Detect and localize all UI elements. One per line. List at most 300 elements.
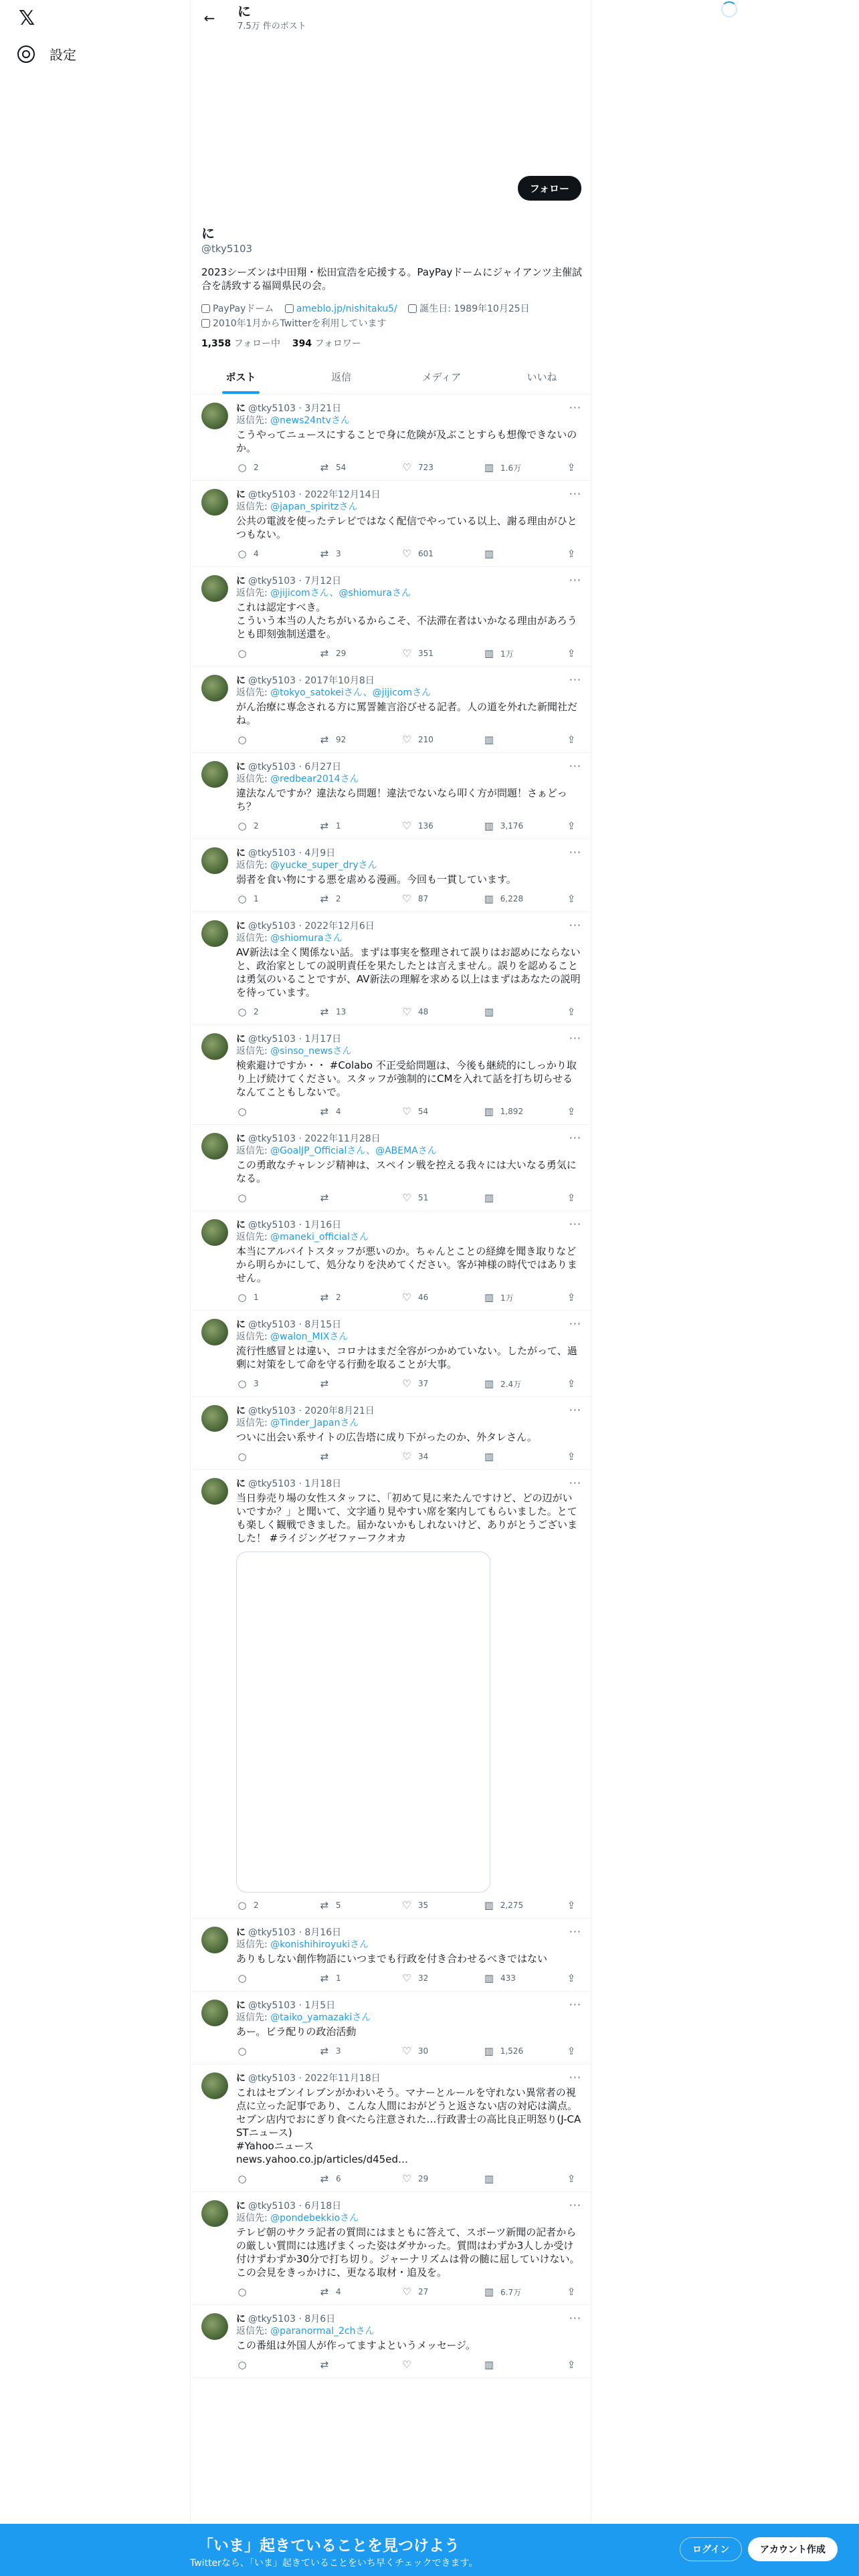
calendar-icon [201, 319, 210, 328]
views-button[interactable] [483, 1378, 523, 1390]
retweet-button[interactable] [318, 548, 359, 560]
tweet-date[interactable]: 7月12日 [304, 576, 342, 586]
like-count: 27 [418, 2287, 429, 2296]
share-button[interactable] [565, 461, 577, 473]
views-button[interactable] [483, 2173, 523, 2185]
more-options-icon[interactable]: ··· [569, 1477, 581, 1489]
retweet-button[interactable] [318, 1192, 359, 1204]
reply-mention[interactable]: @pondebekkioさん [270, 2213, 359, 2224]
views-button[interactable] [483, 1451, 523, 1463]
retweet-icon: ⇄ [320, 1451, 329, 1463]
tweet-header [236, 1319, 581, 1331]
tweet-dot: · [296, 1319, 305, 1330]
loading-spinner-icon [721, 1, 737, 17]
retweet-button[interactable] [318, 2286, 359, 2298]
tweet-date[interactable]: 1月5日 [304, 2000, 336, 2011]
reply-icon: ○ [237, 1105, 247, 1117]
reply-mention[interactable]: @yucke_super_dryさん [270, 860, 377, 871]
reply-button[interactable] [236, 1378, 276, 1390]
avatar[interactable] [201, 675, 228, 702]
reply-mention[interactable]: @jijicomさん、@shiomuraさん [270, 588, 411, 599]
tweet-dot: · [296, 675, 305, 686]
tweet[interactable] [191, 839, 591, 912]
tweet-media[interactable] [236, 1551, 490, 1893]
bar-chart-icon: ▥ [484, 1378, 494, 1390]
retweet-button[interactable] [318, 1972, 359, 1984]
reply-mention[interactable]: @GoalJP_Officialさん、@ABEMAさん [270, 1146, 437, 1156]
reply-icon: ○ [237, 734, 247, 746]
tweet[interactable] [191, 1992, 591, 2064]
tweet-author-handle[interactable]: @tky5103 [248, 848, 296, 859]
reply-prefix: 返信先: [236, 860, 268, 871]
tweet-actions [236, 2359, 577, 2371]
reply-mention[interactable]: @redbear2014さん [270, 774, 359, 784]
more-options-icon[interactable]: ··· [569, 919, 581, 932]
tweet-text: AV新法は全く関係ない話。まずは事実を整理されて誤りはお認めにならないと、政治家としての説明責任を果たしたとは言えません。誤りを認めることは勇気のいることですが、AV新法の理解を求める以上はまずはあなたの説明を待っています。 [236, 946, 581, 998]
share-button[interactable] [565, 2173, 577, 2185]
tweet-author-handle[interactable]: @tky5103 [248, 2314, 296, 2325]
views-button[interactable] [483, 734, 523, 746]
avatar[interactable] [201, 575, 228, 602]
followers-count: 394 [292, 338, 312, 349]
avatar[interactable] [201, 2200, 228, 2227]
tweet[interactable] [191, 1470, 591, 1919]
tweet[interactable] [191, 481, 591, 567]
profile-website-link[interactable]: ameblo.jp/nishitaku5/ [296, 304, 397, 314]
tab-media[interactable]: メディア [421, 370, 462, 383]
tweet-author-name[interactable]: に [236, 1406, 246, 1416]
tweet-date[interactable]: 2022年12月6日 [304, 921, 375, 932]
tweet-actions [236, 2173, 577, 2185]
tweet-author-handle[interactable]: @tky5103 [248, 1927, 296, 1938]
views-button[interactable] [483, 1899, 523, 1911]
avatar[interactable] [201, 1927, 228, 1953]
reply-button[interactable] [236, 893, 276, 905]
tweet[interactable] [191, 2064, 591, 2192]
tweet-text: ついに出会い系サイトの広告塔に成り下がったのか、外タレさん。 [236, 1431, 537, 1443]
share-button[interactable] [565, 1291, 577, 1303]
views-button[interactable] [483, 1105, 523, 1117]
tweet-author-handle[interactable]: @tky5103 [248, 2201, 296, 2212]
tweet-author-name[interactable]: に [236, 1927, 246, 1938]
tweet-author-name[interactable]: に [236, 2073, 246, 2084]
login-button[interactable]: ログイン [680, 2537, 742, 2561]
like-button[interactable] [401, 1899, 441, 1911]
retweet-count: 3 [335, 2046, 341, 2056]
tweet-dot: · [296, 576, 305, 586]
retweet-button[interactable] [318, 1105, 359, 1117]
retweet-button[interactable] [318, 1291, 359, 1303]
avatar[interactable] [201, 847, 228, 874]
like-button[interactable] [401, 1192, 441, 1204]
reply-mention[interactable]: @japan_spiritzさん [270, 502, 358, 512]
avatar[interactable] [201, 920, 228, 947]
tweet-author-name[interactable]: に [236, 576, 246, 586]
tweet-author-handle[interactable]: @tky5103 [248, 576, 296, 586]
tweet-text: これはセブンイレブンがかわいそう。マナーとルールを守れない異常者の視点に立った記事であり、こんな人間におがどうと返さない店の対応は満点。 セブン店内でおにぎり食べたら注意された…行政書士の高比良正明怒り(J-CASTニュース) #Yahooニュース news.yahoo.co.jp/articles/d45ed… [236, 2086, 581, 2165]
tweet-author-name[interactable]: に [236, 2000, 246, 2011]
reply-mention[interactable]: @tokyo_satokeiさん、@jijicomさん [270, 687, 432, 698]
tweet-reply-to [236, 501, 581, 513]
reply-mention[interactable]: @paranormal_2chさん [270, 2326, 375, 2337]
tweet-dot: · [296, 762, 305, 772]
share-button[interactable] [565, 734, 577, 746]
reply-button[interactable] [236, 548, 276, 560]
share-button[interactable] [565, 1899, 577, 1911]
more-options-icon[interactable]: ··· [569, 1404, 581, 1416]
reply-button[interactable] [236, 647, 276, 659]
tab-likes[interactable]: いいね [527, 370, 557, 383]
more-options-icon[interactable]: ··· [569, 574, 581, 586]
share-button[interactable] [565, 1378, 577, 1390]
tweet-date[interactable]: 2017年10月8日 [304, 675, 375, 686]
tweet-author-name[interactable]: に [236, 1319, 246, 1330]
tweet[interactable] [191, 567, 591, 667]
tweet[interactable] [191, 2192, 591, 2305]
like-button[interactable] [401, 820, 441, 832]
signup-button[interactable]: アカウント作成 [748, 2537, 838, 2561]
share-button[interactable] [565, 1972, 577, 1984]
reply-button[interactable] [236, 1192, 276, 1204]
tweet-author-handle[interactable]: @tky5103 [248, 1034, 296, 1045]
share-button[interactable] [565, 1105, 577, 1117]
share-button[interactable] [565, 1192, 577, 1204]
tweet-date[interactable]: 2022年12月14日 [304, 490, 381, 500]
reply-mention[interactable]: @maneki_officialさん [270, 1232, 369, 1243]
avatar[interactable] [201, 1319, 228, 1346]
retweet-button[interactable] [318, 1006, 359, 1018]
retweet-button[interactable] [318, 820, 359, 832]
retweet-count: 5 [335, 1901, 341, 1910]
share-icon: ⇪ [567, 2359, 576, 2371]
like-button[interactable] [401, 647, 441, 659]
share-button[interactable] [565, 1451, 577, 1463]
tweet-date[interactable]: 8月6日 [304, 2314, 336, 2325]
tweet-actions [236, 1105, 577, 1117]
views-button[interactable] [483, 2045, 523, 2057]
reply-prefix: 返信先: [236, 2012, 268, 2023]
tweet-text: こうやってニュースにすることで身に危険が及ぶことすらも想像できないのか。 [236, 429, 577, 454]
tweet-actions [236, 1291, 577, 1303]
tweet-date[interactable]: 2020年8月21日 [304, 1406, 375, 1416]
bar-chart-icon: ▥ [484, 1006, 494, 1018]
back-arrow-icon[interactable]: ← [203, 9, 215, 26]
avatar[interactable] [201, 1478, 228, 1505]
tweet-reply-to [236, 859, 581, 871]
more-options-icon[interactable]: ··· [569, 846, 581, 859]
tab-posts[interactable]: ポスト [191, 359, 291, 394]
link-icon [285, 304, 294, 313]
retweet-button[interactable] [318, 1899, 359, 1911]
tweet-author-name[interactable]: に [236, 1034, 246, 1045]
like-button[interactable] [401, 2359, 441, 2371]
tweet-text: 当日券売り場の女性スタッフに、「初めて見に来たんですけど、どの辺がいいですか？」と聞いて、文字通り見やすい席を案内してもらいました。とても楽しく観戦できました。届かないかもしれないけど、ありがとうございました！ #ライジングゼファーフクオカ [236, 1492, 578, 1544]
heart-icon: ♡ [402, 2045, 411, 2057]
tab-replies[interactable]: 返信 [330, 370, 351, 383]
avatar[interactable] [201, 2313, 228, 2340]
views-button[interactable] [483, 1291, 523, 1303]
reply-button[interactable] [236, 2045, 276, 2057]
tweet[interactable] [191, 1311, 591, 1397]
reply-button[interactable] [236, 734, 276, 746]
tweet-author-name[interactable]: に [236, 2314, 246, 2325]
share-button[interactable] [565, 647, 577, 659]
tweet-date[interactable]: 3月21日 [304, 403, 342, 414]
share-button[interactable] [565, 893, 577, 905]
tweet-actions [236, 1451, 577, 1463]
tweet[interactable] [191, 1397, 591, 1470]
views-button[interactable] [483, 2286, 523, 2298]
tweet-author-handle[interactable]: @tky5103 [248, 490, 296, 500]
tweet-header [236, 489, 581, 501]
tweet-author-name[interactable]: に [236, 2201, 246, 2212]
share-button[interactable] [565, 1006, 577, 1018]
tweet-actions [236, 2045, 577, 2057]
tweet[interactable] [191, 667, 591, 753]
views-button[interactable] [483, 461, 523, 473]
share-icon: ⇪ [567, 461, 576, 473]
tweet-author-name[interactable]: に [236, 1134, 246, 1144]
avatar[interactable] [201, 403, 228, 429]
reply-mention[interactable]: @shiomuraさん [270, 933, 343, 944]
balloon-icon [408, 304, 417, 313]
tweet-date[interactable]: 8月15日 [304, 1319, 342, 1330]
tweet-date[interactable]: 8月16日 [304, 1927, 342, 1938]
avatar[interactable] [201, 1133, 228, 1160]
retweet-button[interactable] [318, 2173, 359, 2185]
tweet-author-handle[interactable]: @tky5103 [248, 921, 296, 932]
reply-mention[interactable]: @sinso_newsさん [270, 1046, 352, 1057]
reply-button[interactable] [236, 1972, 276, 1984]
tweet-text: 流行性感冒とは違い、コロナはまだ全容がつかめていない。したがって、過剰に対策をして命を守る行動を取ることが大事。 [236, 1345, 577, 1370]
avatar[interactable] [201, 1405, 228, 1432]
retweet-button[interactable] [318, 1378, 359, 1390]
tweet-author-handle[interactable]: @tky5103 [248, 403, 296, 414]
retweet-button[interactable] [318, 2045, 359, 2057]
tweet-text: ありもしない創作物語にいつまでも行政を付き合わせるべきではない [236, 1953, 548, 1965]
reply-mention[interactable]: @walon_MIXさん [270, 1331, 349, 1342]
more-options-icon[interactable]: ··· [569, 2312, 581, 2325]
reply-button[interactable] [236, 1006, 276, 1018]
more-options-icon[interactable]: ··· [569, 1132, 581, 1144]
tweet-author-handle[interactable]: @tky5103 [248, 1406, 296, 1416]
heart-icon: ♡ [402, 2173, 411, 2185]
more-options-icon[interactable]: ··· [569, 1998, 581, 2011]
reply-button[interactable] [236, 820, 276, 832]
reply-button[interactable] [236, 461, 276, 473]
tweet-dot: · [296, 2201, 305, 2212]
views-button[interactable] [483, 548, 523, 560]
share-button[interactable] [565, 820, 577, 832]
tweet-date[interactable]: 6月27日 [304, 762, 342, 772]
share-icon: ⇪ [567, 734, 576, 746]
more-options-icon[interactable]: ··· [569, 2071, 581, 2084]
share-icon: ⇪ [567, 820, 576, 832]
retweet-button[interactable] [318, 1451, 359, 1463]
tweet-author-name[interactable]: に [236, 1479, 246, 1489]
like-count: 601 [418, 549, 434, 558]
more-options-icon[interactable]: ··· [569, 2199, 581, 2212]
views-count: 1,892 [500, 1107, 524, 1116]
tweet-date[interactable]: 1月17日 [304, 1034, 342, 1045]
share-button[interactable] [565, 548, 577, 560]
views-button[interactable] [483, 647, 523, 659]
reply-button[interactable] [236, 1105, 276, 1117]
avatar[interactable] [201, 2000, 228, 2026]
like-button[interactable] [401, 1972, 441, 1984]
tweet-date[interactable]: 2022年11月28日 [304, 1134, 381, 1144]
reply-mention[interactable]: @taiko_yamazakiさん [270, 2012, 371, 2023]
more-options-icon[interactable]: ··· [569, 488, 581, 500]
tweet-author-handle[interactable]: @tky5103 [248, 762, 296, 772]
tweet-date[interactable]: 1月18日 [304, 1479, 342, 1489]
tweet-dot: · [296, 1034, 305, 1045]
more-options-icon[interactable]: ··· [569, 673, 581, 686]
like-button[interactable] [401, 461, 441, 473]
views-count: 2,275 [500, 1901, 524, 1910]
like-button[interactable] [401, 2286, 441, 2298]
tweet-author-name[interactable]: に [236, 403, 246, 414]
reply-button[interactable] [236, 1899, 276, 1911]
avatar[interactable] [201, 1219, 228, 1246]
tweet-author-name[interactable]: に [236, 848, 246, 859]
avatar[interactable] [201, 1033, 228, 1060]
tweet[interactable] [191, 1211, 591, 1311]
tweet-author-name[interactable]: に [236, 675, 246, 686]
tweet-reply-to [236, 1417, 581, 1429]
followers-link[interactable] [292, 338, 361, 349]
tweet[interactable] [191, 1025, 591, 1125]
bar-chart-icon: ▥ [484, 461, 494, 473]
share-button[interactable] [565, 2045, 577, 2057]
like-button[interactable] [401, 548, 441, 560]
retweet-button[interactable] [318, 461, 359, 473]
retweet-button[interactable] [318, 647, 359, 659]
reply-icon: ○ [237, 1899, 247, 1911]
tweet-date[interactable]: 2022年11月18日 [304, 2073, 381, 2084]
share-button[interactable] [565, 2359, 577, 2371]
tweet-date[interactable]: 4月9日 [304, 848, 336, 859]
views-button[interactable] [483, 1192, 523, 1204]
following-link[interactable] [201, 338, 280, 349]
heart-icon: ♡ [402, 893, 411, 905]
tweet-author-name[interactable]: に [236, 762, 246, 772]
tweet[interactable] [191, 2305, 591, 2378]
reply-count: 2 [254, 463, 259, 472]
profile-follow-stats [201, 336, 361, 350]
like-button[interactable] [401, 893, 441, 905]
tweet-date[interactable]: 6月18日 [304, 2201, 342, 2212]
tweet-author-handle[interactable]: @tky5103 [248, 1134, 296, 1144]
retweet-button[interactable] [318, 2359, 359, 2371]
views-button[interactable] [483, 820, 523, 832]
tweet-author-name[interactable]: に [236, 490, 246, 500]
like-button[interactable] [401, 1378, 441, 1390]
tweet[interactable] [191, 753, 591, 839]
reply-button[interactable] [236, 2286, 276, 2298]
tweet-author-name[interactable]: に [236, 921, 246, 932]
like-button[interactable] [401, 2045, 441, 2057]
reply-icon: ○ [237, 2359, 247, 2371]
like-button[interactable] [401, 1006, 441, 1018]
views-button[interactable] [483, 1006, 523, 1018]
views-button[interactable] [483, 893, 523, 905]
tweet-header [236, 2000, 581, 2012]
more-options-icon[interactable]: ··· [569, 1218, 581, 1230]
avatar[interactable] [201, 2072, 228, 2099]
tweet-author-handle[interactable]: @tky5103 [248, 675, 296, 686]
follow-button[interactable]: フォロー [518, 176, 581, 201]
share-button[interactable] [565, 2286, 577, 2298]
views-button[interactable] [483, 2359, 523, 2371]
like-button[interactable] [401, 1291, 441, 1303]
retweet-button[interactable] [318, 893, 359, 905]
reply-button[interactable] [236, 1291, 276, 1303]
nav-settings-link[interactable] [17, 44, 76, 64]
avatar[interactable] [201, 761, 228, 788]
reply-button[interactable] [236, 2173, 276, 2185]
tweet-text: テレビ朝のサクラ記者の質問にはまともに答えて、スポーツ新聞の記者からの厳しい質問には逃げまくった姿はダサかった。質問はわずか3人しか受け付けずわずか30分で打ち切り。ジャーナリズムは骨の髄に屈していけない。この会見をきっかけに、更なる取材・追及を。 [236, 2226, 580, 2278]
share-icon: ⇪ [567, 1899, 576, 1911]
retweet-icon: ⇄ [320, 461, 329, 473]
tweet-header [236, 761, 581, 773]
more-options-icon[interactable]: ··· [569, 1925, 581, 1938]
more-options-icon[interactable]: ··· [569, 1317, 581, 1330]
like-button[interactable] [401, 1105, 441, 1117]
like-button[interactable] [401, 734, 441, 746]
tweet[interactable] [191, 912, 591, 1025]
tweet-author-handle[interactable]: @tky5103 [248, 2000, 296, 2011]
tweet-author-name[interactable]: に [236, 1220, 246, 1230]
reply-prefix: 返信先: [236, 2326, 268, 2337]
views-button[interactable] [483, 1972, 523, 1984]
tweet[interactable] [191, 1919, 591, 1992]
heart-icon: ♡ [402, 1378, 411, 1390]
tweet-author-handle[interactable]: @tky5103 [248, 1319, 296, 1330]
tweet-text: あー。ビラ配りの政治活動 [236, 2026, 357, 2038]
tweet-author-handle[interactable]: @tky5103 [248, 1220, 296, 1230]
more-options-icon[interactable]: ··· [569, 1032, 581, 1045]
tweet[interactable] [191, 395, 591, 481]
tweet-reply-to [236, 773, 581, 785]
heart-icon: ♡ [402, 1105, 411, 1117]
more-options-icon[interactable]: ··· [569, 401, 581, 414]
reply-prefix: 返信先: [236, 502, 268, 512]
views-count: 2.4万 [500, 1379, 522, 1389]
reply-mention[interactable]: @news24ntvさん [270, 415, 350, 426]
tweet-author-handle[interactable]: @tky5103 [248, 1479, 296, 1489]
avatar[interactable] [201, 489, 228, 516]
reply-count: 1 [254, 894, 259, 903]
retweet-icon: ⇄ [320, 548, 329, 560]
x-logo-icon[interactable]: 𝕏 [19, 7, 35, 30]
like-button[interactable] [401, 2173, 441, 2185]
like-button[interactable] [401, 1451, 441, 1463]
tweet-author-handle[interactable]: @tky5103 [248, 2073, 296, 2084]
tweet[interactable] [191, 1125, 591, 1211]
reply-mention[interactable]: @Tinder_Japanさん [270, 1418, 359, 1428]
reply-button[interactable] [236, 1451, 276, 1463]
reply-mention[interactable]: @konishihiroyukiさん [270, 1939, 369, 1950]
more-options-icon[interactable]: ··· [569, 760, 581, 772]
reply-count: 1 [254, 1293, 259, 1302]
heart-icon: ♡ [402, 548, 411, 560]
location-icon [201, 304, 210, 313]
retweet-button[interactable] [318, 734, 359, 746]
reply-button[interactable] [236, 2359, 276, 2371]
bar-chart-icon: ▥ [484, 2173, 494, 2185]
tweet-date[interactable]: 1月16日 [304, 1220, 342, 1230]
